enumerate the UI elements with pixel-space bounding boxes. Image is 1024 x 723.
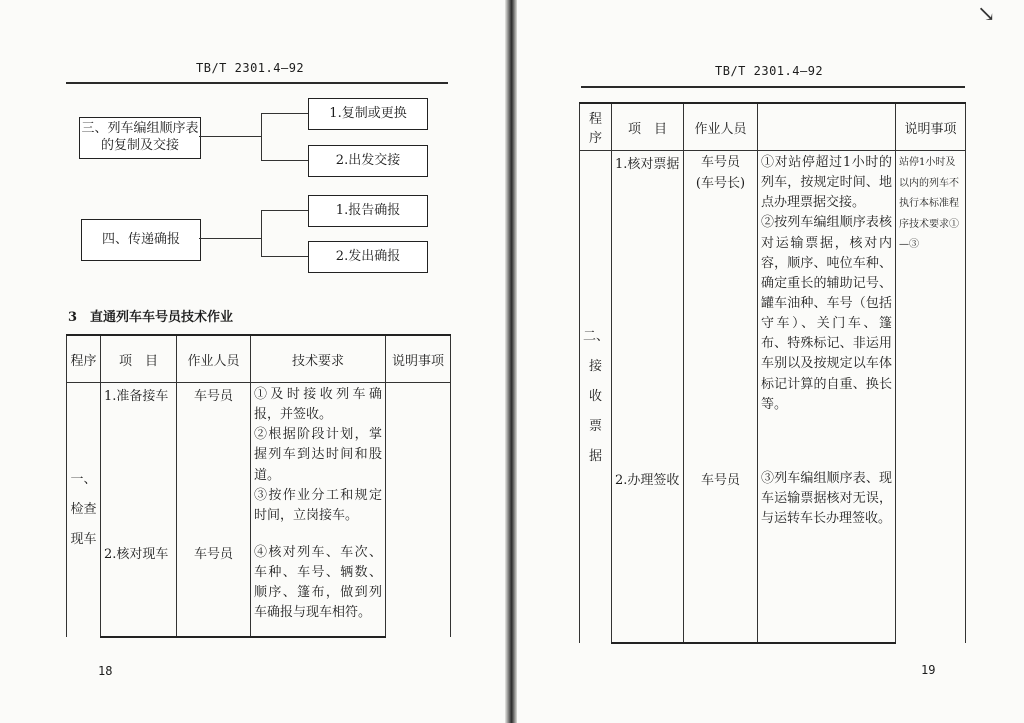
left-page (0, 0, 505, 723)
staff-cell: 车号员 (177, 541, 251, 637)
corner-scan-mark: ↘ (977, 2, 996, 27)
col-header-requirements: 技术要求 (251, 335, 386, 383)
left-page-number: 18 (98, 664, 113, 678)
col-header-procedure: 程序 (67, 335, 101, 383)
item-cell: 1.核对票据 (612, 151, 684, 467)
diagram1-branch-line-1 (261, 113, 308, 114)
diagram1-branch-1: 1.复制或更换 (308, 98, 428, 130)
section-title: 3 直通列车车号员技术作业 (68, 310, 234, 325)
diagram2-branch-line-1 (261, 210, 308, 211)
diagram2-root-box: 四、传递确报 (81, 219, 201, 261)
right-page (517, 0, 1024, 723)
book-gutter (505, 0, 517, 723)
col-header-staff: 作业人员 (177, 335, 251, 383)
requirements-cell: ①对站停超过1小时的列车，按规定时间、地点办理票据交接。 ②按列车编组顺序表核对运输票据，核对内容，顺序、吨位车种、确定重长的辅助记号、罐车油种、车号（包括守车）、关门车、篷布、特殊标记、非运用车别以及按规定以车体标记计算的自重、换长等。 (758, 151, 896, 467)
diagram2-branch-1: 1.报告确报 (308, 195, 428, 227)
right-header-rule (581, 86, 965, 88)
staff-cell: 车号员 (177, 383, 251, 541)
left-page-header: TB/T 2301.4—92 (196, 61, 305, 75)
col-header-notes: 说明事项 (386, 335, 451, 383)
diagram1-branch-2: 2.出发交接 (308, 145, 428, 177)
requirements-cell: ③列车编组顺序表、现车运输票据核对无误，与运转车长办理签收。 (758, 467, 896, 643)
staff-cell: 车号员 (车号长) (684, 151, 758, 467)
category-cell: 二、接收票据 (580, 151, 612, 643)
table-row (580, 151, 966, 467)
item-cell: 2.核对现车 (101, 541, 177, 637)
col-header-staff: 作业人员 (684, 103, 758, 151)
col-header-requirements (758, 103, 896, 151)
col-header-item: 项 目 (101, 335, 177, 383)
col-header-procedure: 程序 (580, 103, 612, 151)
diagram1-bracket (261, 113, 262, 160)
diagram1-branch-line-2 (261, 160, 308, 161)
diagram2-connector (199, 238, 261, 239)
diagram2-branch-2: 2.发出确报 (308, 241, 428, 273)
notes-cell (386, 383, 451, 637)
left-header-rule (66, 82, 448, 84)
requirements-cell: ④核对列车、车次、车种、车号、辆数、顺序、篷布，做到列车确报与现车相符。 (251, 541, 386, 637)
right-page-number: 19 (921, 663, 936, 677)
col-header-notes: 说明事项 (896, 103, 966, 151)
item-cell: 2.办理签收 (612, 467, 684, 643)
right-table (579, 102, 966, 644)
staff-cell: 车号员 (684, 467, 758, 643)
diagram1-root-box: 三、列车编组顺序表的复制及交接 (79, 117, 201, 159)
item-cell: 1.准备接车 (101, 383, 177, 541)
right-page-header: TB/T 2301.4—92 (715, 64, 824, 78)
left-table-header-row (67, 335, 451, 383)
diagram2-branch-line-2 (261, 256, 308, 257)
diagram1-connector (199, 136, 261, 137)
col-header-item: 项 目 (612, 103, 684, 151)
notes-cell: 站停1小时及以内的列车不执行本标准程序技术要求①—③ (896, 151, 966, 643)
requirements-cell: ①及时接收列车确报，并签收。 ②根据阶段计划，掌握列车到达时间和股道。 ③按作业分工和规定时间，立岗接车。 (251, 383, 386, 541)
left-table (66, 334, 451, 638)
right-table-header-row (580, 103, 966, 151)
diagram2-bracket (261, 210, 262, 256)
category-cell: 一、检查现车 (67, 383, 101, 637)
table-row (67, 383, 451, 541)
